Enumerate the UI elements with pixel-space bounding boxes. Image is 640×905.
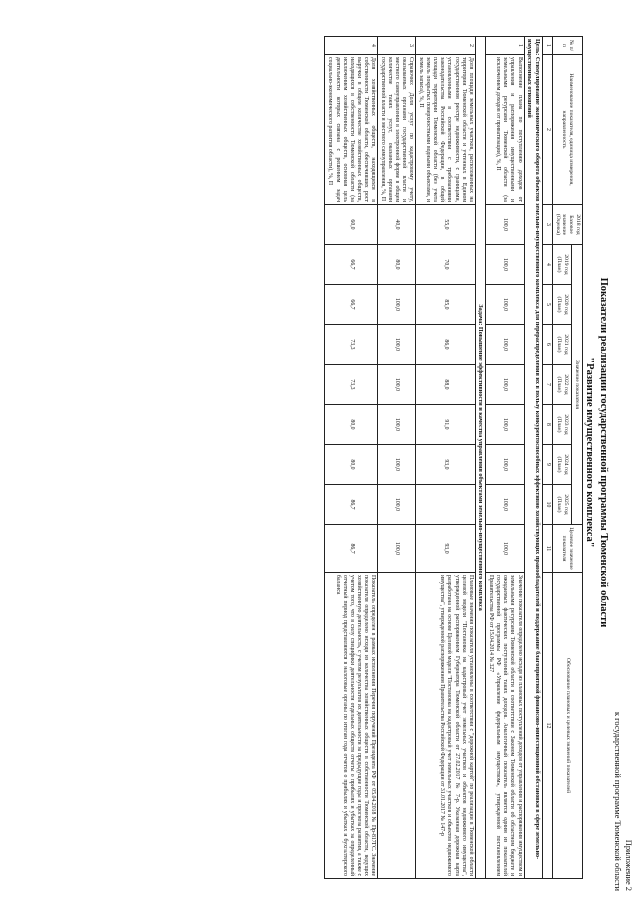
header-number: № п/п [552, 37, 582, 55]
indicator-name: Доля площади земельных участков, расположенных на территории Тюменской области и учтенных в Едином государственном реестре недвижимости, с границами, установленными в соответствии с требованиями законодательства Российской Федерации, в общей площади территории Тюменской области (без учета земель покрытых поверхностными водными объектами, и земель запаса), %, П [416, 55, 476, 205]
row-number: 4 [325, 37, 377, 55]
value-cell: 100,0 [486, 485, 524, 525]
column-number: 11 [542, 525, 552, 573]
value-cell: 100,0 [377, 405, 415, 445]
header-2024: 2024 год (План) [552, 445, 571, 485]
header-justification: Обоснование плановых и целевых значений показателей [552, 573, 582, 879]
value-cell [416, 485, 476, 525]
header-values-group: Значение показателя [571, 245, 582, 525]
indicators-table [324, 36, 583, 879]
value-cell: 80,0 [325, 445, 377, 485]
indicator-name: Выполнение плана по поступлению доходов от управления и распоряжения имущественными и земельными ресурсами Тюменской области (за исключением доходов от приватизации), %, П [486, 55, 524, 205]
appendix-number: Приложение 2 [624, 839, 633, 891]
header-target: Целевое значение показателя [552, 525, 582, 573]
row-number: 2 [416, 37, 476, 55]
document-title [582, 0, 610, 905]
value-cell: 100,0 [377, 445, 415, 485]
justification-text: Плановые значения показателя установлены в соответствии с "дорожной картой" по реализации в Тюменской области целевой модели "Постановка на кадастровый учет земельных участков и объектов недвижимого имущества", утвержденной распоряжением Губернатора Тюменской области от 27.02.2017 № 7-р. Указанная дорожная карта разработана на основе Целевой модели "Постановка на кадастровый учет земельных участков и объектов недвижимого имущества", утвержденной распоряжением Правительства Российской Федерации от 31.01.2017 № 147-р [416, 573, 476, 879]
value-cell: 100,0 [486, 285, 524, 325]
indicator-name: Доля хозяйственных обществ, находящихся в собственности Тюменской области, обеспечивших рост выручки в общем количестве хозяйственных обществ, находящихся в собственности Тюменской области (за исключением хозяйственных обществ, основная цель деятельности которых связана с решением задач социально-экономического развития области), %, П [325, 55, 377, 205]
value-cell: 55,0 [416, 205, 476, 245]
target-value: 93,0 [416, 525, 476, 573]
target-value: 100,0 [486, 525, 524, 573]
column-number: 2 [542, 55, 552, 205]
column-number: 9 [542, 445, 552, 485]
column-number: 7 [542, 365, 552, 405]
value-cell: 100,0 [486, 245, 524, 285]
table-row [486, 37, 524, 879]
appendix-reference: к государственной программе Тюменской области [612, 711, 622, 891]
value-cell: 80,0 [377, 245, 415, 285]
header-2022: 2022 год (План) [552, 365, 571, 405]
value-cell: 100,0 [377, 485, 415, 525]
table-row [377, 37, 415, 879]
title-line-2: "Развитие имущественного комплекса" [583, 357, 595, 548]
table-row [416, 37, 476, 879]
target-value: 86,7 [325, 525, 377, 573]
column-number: 1 [542, 37, 552, 55]
row-number: 1 [486, 37, 524, 55]
appendix-header [611, 561, 634, 891]
header-2019: 2019 год (План) [552, 245, 571, 285]
value-cell: 73,3 [325, 325, 377, 365]
target-value: 100,0 [377, 525, 415, 573]
column-number: 6 [542, 325, 552, 365]
header-2021: 2021 год (План) [552, 325, 571, 365]
column-number: 3 [542, 205, 552, 245]
header-base-2018: 2018 год Базовое значение (Оценка) [552, 205, 582, 245]
task-row: Задача: Повышение эффективности и качества управления объектами земельно-имущественного комплекса [475, 37, 486, 879]
value-cell: 73,3 [325, 365, 377, 405]
value-cell: 100,0 [486, 325, 524, 365]
header-2023: 2023 год (План) [552, 405, 571, 445]
column-number-row [542, 37, 552, 879]
value-cell: 88,0 [416, 365, 476, 405]
value-cell: 70,0 [416, 245, 476, 285]
value-cell: 93,0 [416, 445, 476, 485]
header-indicator-name: Наименование показателя, единица измерения, направленность [552, 55, 582, 205]
title-line-1: Показатели реализации государственной программы Тюменской области [598, 277, 609, 628]
justification-text: Значение показателя определено исходя из плановых поступлений доходов от управления и распоряжения имуществом и земельными ресурсами Тюменской области в соответствии с Законом Тюменской области об областном бюджете и ожидаемых фактических поступлений таких доходов. Аналогичный показатель является одним из показателей государственной программы РФ «Управление федеральным имуществом», утвержденной постановлением Правительства РФ от 15.04.2014 № 327 [486, 573, 524, 879]
value-cell: 86,7 [325, 485, 377, 525]
value-cell: 86,0 [416, 325, 476, 365]
value-cell: 100,0 [377, 285, 415, 325]
value-cell: 66,7 [325, 245, 377, 285]
value-cell: 100,0 [486, 405, 524, 445]
row-number: 3 [377, 37, 415, 55]
value-cell: 100,0 [377, 325, 415, 365]
justification-text: Показатель определен в рамках исполнения Перечня поручений Президента РФ от 05.04.2018 № Пр-817ГС. Значение показателя определено исходя из количества хозяйственных обществ в собственности Тюменской области, ведущих хозяйственную деятельность, с учетом результатов их деятельности за предыдущие годы и прогноза развития, а также с учетом того, что в силу специфики деятельности отдельных обществ отчеты о прибылях и убытках за определенный отчетный период представляются в налоговые органы по итогам года отчетов о прибылях и убытках и бухгалтерского баланса [325, 573, 377, 879]
table-row [325, 37, 377, 879]
value-cell: 100,0 [486, 445, 524, 485]
goal-row: Цель: Стимулирование экономического оборота объектов земельно-имущественного комплекса для перераспределения их в пользу конкурентоспособных эффективно хозяйствующих правообладателей и поддержание благоприятной финансово-инвестиционной обстановки в сфере земельно-имущественных отношений [524, 37, 542, 879]
column-number: 12 [542, 573, 552, 879]
column-number: 8 [542, 405, 552, 445]
value-cell: 100,0 [486, 205, 524, 245]
value-cell: 91,0 [416, 405, 476, 445]
value-cell: 40,0 [377, 205, 415, 245]
value-cell: 100,0 [486, 365, 524, 405]
header-2020: 2020 год (План) [552, 285, 571, 325]
column-number: 4 [542, 245, 552, 285]
value-cell: 66,7 [325, 285, 377, 325]
value-cell: 60,0 [325, 205, 377, 245]
column-number: 10 [542, 485, 552, 525]
value-cell: 100,0 [377, 365, 415, 405]
indicator-name: Справочно: Доля услуг по кадастровому учету, оказываемых органами государственной власти и местного самоуправления в электронной форме в общем количестве таких услуг, оказанных органами государственной власти и местного самоуправления, %, П [377, 55, 415, 205]
header-2025: 2025 год (План) [552, 485, 571, 525]
justification-text [377, 573, 415, 879]
value-cell: 80,0 [325, 405, 377, 445]
value-cell: 85,0 [416, 285, 476, 325]
column-number: 5 [542, 285, 552, 325]
